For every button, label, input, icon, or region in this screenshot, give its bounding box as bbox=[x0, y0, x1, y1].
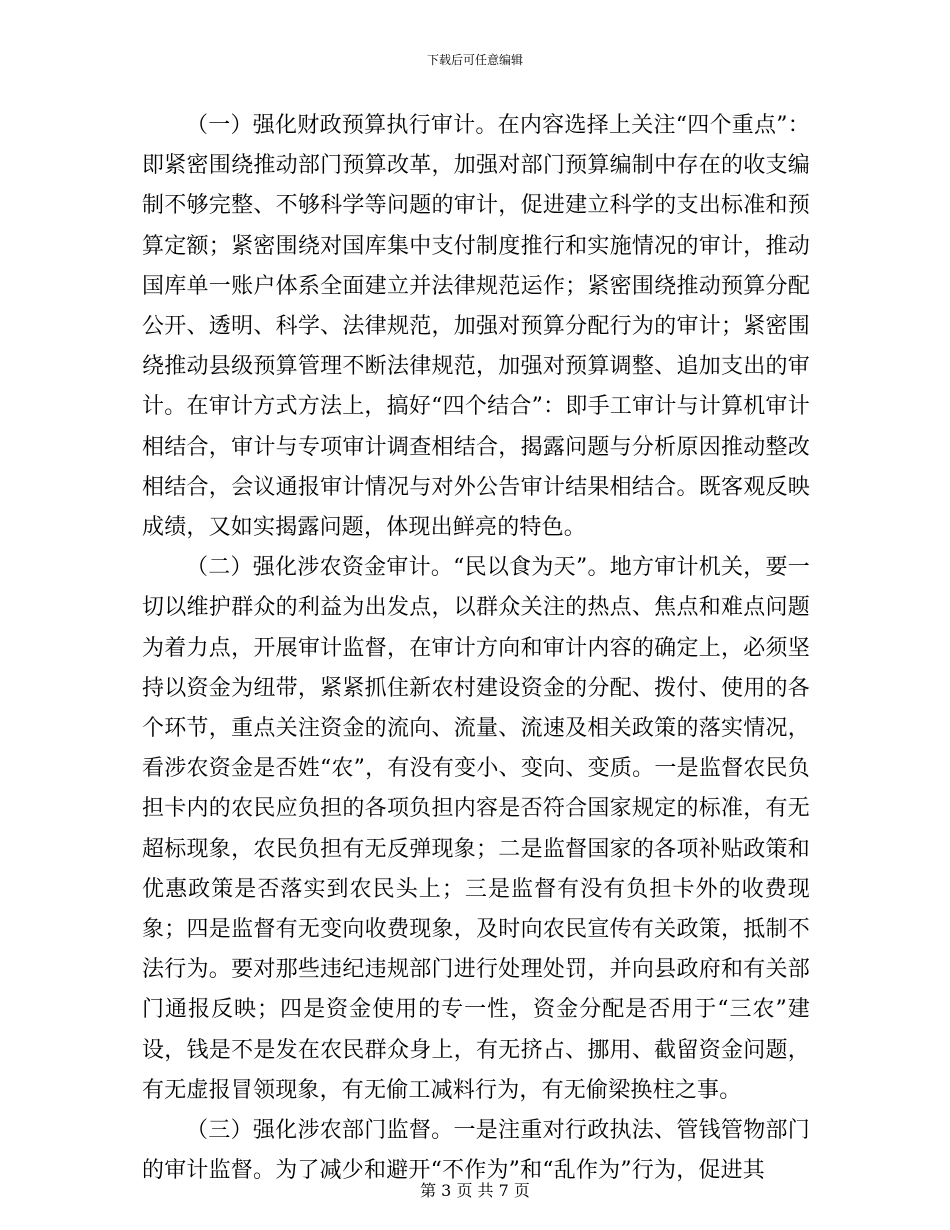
document-body bbox=[142, 106, 810, 1191]
page-header: 下载后可任意编辑 bbox=[426, 53, 523, 67]
paragraph-section-1: （一）强化财政预算执行审计。在内容选择上关注“四个重点”：即紧密围绕推动部门预算改革，加强对部门预算编制中存在的收支编制不够完整、不够科学等问题的审计，促进建立科学的支出标准和预算定额；紧密围绕对国库集中支付制度推行和实施情况的审计，推动国库单一账户体系全面建立并法律规范运作；紧密围绕推动预算分配公开、透明、科学、法律规范，加强对预算分配行为的审计；紧密围绕推动县级预算管理不断法律规范，加强对预算调整、追加支出的审计。在审计方式方法上，搞好“四个结合”：即手工审计与计算机审计相结合，审计与专项审计调查相结合，揭露问题与分析原因推动整改相结合，会议通报审计情况与对外公告审计结果相结合。既客观反映成绩，又如实揭露问题，体现出鲜亮的特色。 bbox=[142, 113, 810, 541]
paragraph-section-3: （三）强化涉农部门监督。一是注重对行政执法、管钱管物部门的审计监督。为了减少和避开“不作为”和“乱作为”行为，促进其 bbox=[142, 1118, 810, 1184]
paragraph-section-2: （二）强化涉农资金审计。“民以食为天”。地方审计机关，要一切以维护群众的利益为出发点，以群众关注的热点、焦点和难点问题为着力点，开展审计监督，在审计方向和审计内容的确定上，必须坚持以资金为纽带，紧紧抓住新农村建设资金的分配、拨付、使用的各个环节，重点关注资金的流向、流量、流速及相关政策的落实情况，看涉农资金是否姓“农”，有没有变小、变向、变质。一是监督农民负担卡内的农民应负担的各项负担内容是否符合国家规定的标准，有无超标现象，农民负担有无反弹现象；二是监督国家的各项补贴政策和优惠政策是否落实到农民头上；三是监督有没有负担卡外的收费现象；四是监督有无变向收费现象，及时向农民宣传有关政策，抵制不法行为。要对那些违纪违规部门进行处理处罚，并向县政府和有关部门通报反映；四是资金使用的专一性，资金分配是否用于“三农”建设，钱是不是发在农民群众身上，有无挤占、挪用、截留资金问题，有无虚报冒领现象，有无偷工减料行为，有无偷梁换柱之事。 bbox=[142, 555, 810, 1103]
page-number: 第 3 页 共 7 页 bbox=[420, 1181, 530, 1200]
